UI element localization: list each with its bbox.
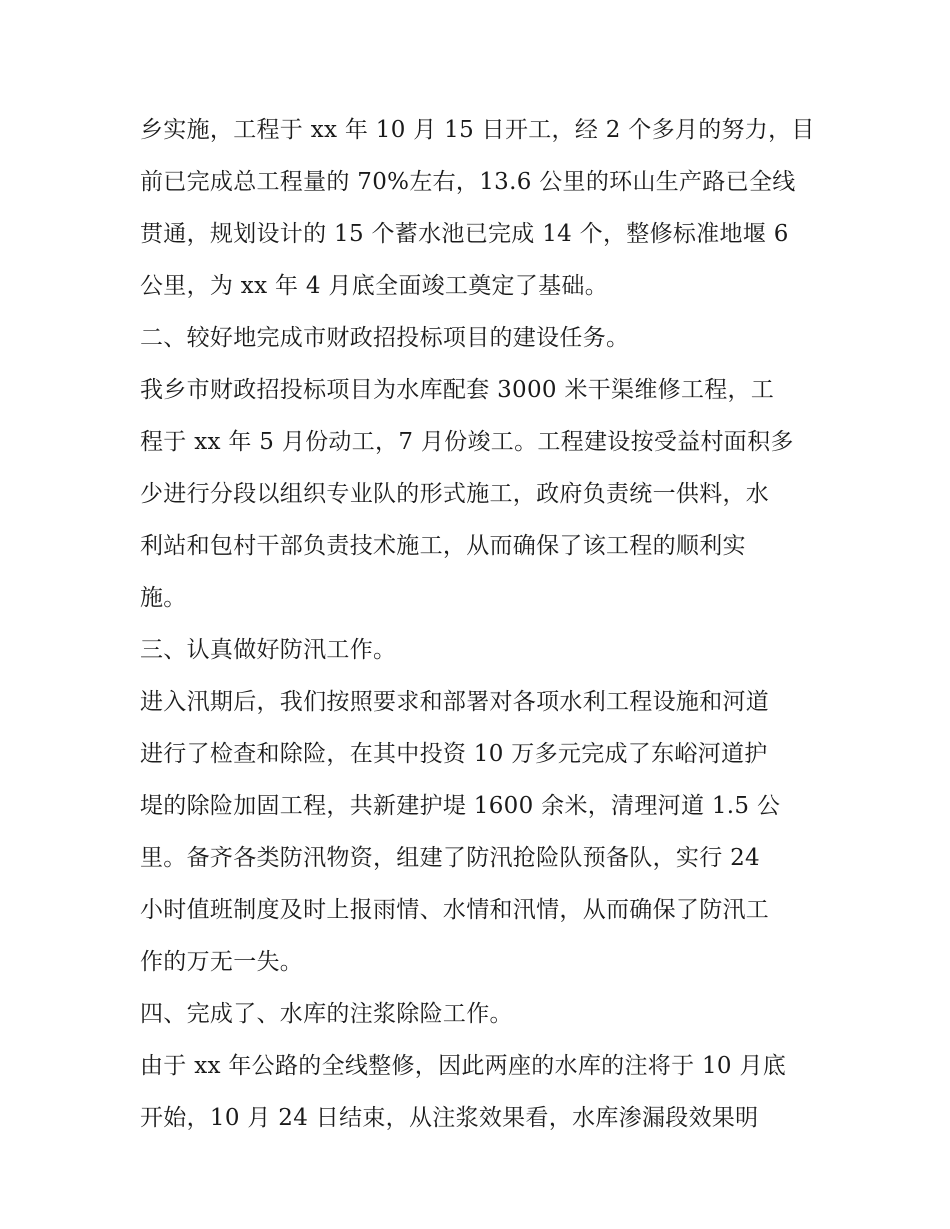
text-line: 开始，10 月 24 日结束，从注浆效果看，水库渗漏段效果明 bbox=[140, 1105, 759, 1131]
text-line: 少进行分段以组织专业队的形式施工，政府负责统一供料，水 bbox=[140, 481, 770, 507]
text-line: 程于 xx 年 5 月份动工，7 月份竣工。工程建设按受益村面积多 bbox=[140, 429, 794, 455]
text-line: 小时值班制度及时上报雨情、水情和汛情，从而确保了防汛工 bbox=[140, 897, 770, 923]
text-line: 我乡市财政招投标项目为水库配套 3000 米干渠维修工程，工 bbox=[140, 377, 775, 403]
text-line: 乡实施，工程于 xx 年 10 月 15 日开工，经 2 个多月的努力，目 bbox=[140, 117, 815, 143]
text-line: 进入汛期后，我们按照要求和部署对各项水利工程设施和河道 bbox=[140, 689, 770, 715]
text-line: 贯通，规划设计的 15 个蓄水池已完成 14 个，整修标准地堰 6 bbox=[140, 221, 789, 247]
text-line: 施。 bbox=[140, 585, 187, 611]
text-line: 作的万无一失。 bbox=[140, 949, 304, 975]
section-heading-4: 四、完成了、水库的注浆除险工作。 bbox=[140, 1001, 513, 1027]
document-body bbox=[140, 104, 820, 1144]
text-line: 前已完成总工程量的 70%左右，13.6 公里的环山生产路已全线 bbox=[140, 169, 796, 195]
text-line: 由于 xx 年公路的全线整修，因此两座的水库的注将于 10 月底 bbox=[140, 1053, 787, 1079]
text-line: 里。备齐各类防汛物资，组建了防汛抢险队预备队，实行 24 bbox=[140, 845, 760, 871]
text-line: 公里，为 xx 年 4 月底全面竣工奠定了基础。 bbox=[140, 273, 609, 299]
text-line: 进行了检查和除险，在其中投资 10 万多元完成了东峪河道护 bbox=[140, 741, 768, 767]
text-line: 堤的除险加固工程，共新建护堤 1600 余米，清理河道 1.5 公 bbox=[140, 793, 781, 819]
section-heading-2: 二、较好地完成市财政招投标项目的建设任务。 bbox=[140, 325, 630, 351]
section-heading-3: 三、认真做好防汛工作。 bbox=[140, 637, 397, 663]
text-line: 利站和包村干部负责技术施工，从而确保了该工程的顺利实 bbox=[140, 533, 746, 559]
